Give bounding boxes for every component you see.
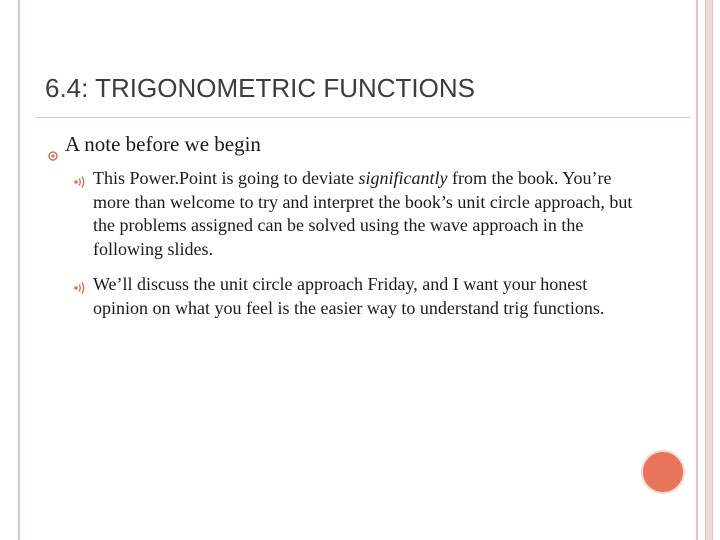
signal-waves-bullet-icon <box>73 172 87 186</box>
sub-bullet-text-end: from the book. You’re more than welcome to try and interpret the book’s unit circle approach, but the problems assigned can be solved using the wave approach in the following slides. <box>93 168 633 259</box>
slide-title: 6.4: TRIGONOMETRIC FUNCTIONS <box>45 73 475 103</box>
accent-circle <box>641 450 685 494</box>
signal-waves-bullet-icon <box>73 278 87 292</box>
sub-bullet-emphasis: significantly <box>358 168 448 188</box>
sub-bullet-text: We’ll discuss the unit circle approach Friday, and I want your honest opinion on what you feel is the easier way to understand trig functions. <box>93 274 605 318</box>
sub-bullet-item <box>93 273 633 320</box>
title-divider <box>36 117 690 118</box>
sub-bullet-item <box>93 167 633 261</box>
sub-bullet-text-start: This Power.Point is going to deviate <box>93 168 359 188</box>
bullet-text: A note before we begin <box>65 132 261 156</box>
accent-bar <box>705 0 713 540</box>
target-bullet-icon <box>48 142 58 152</box>
